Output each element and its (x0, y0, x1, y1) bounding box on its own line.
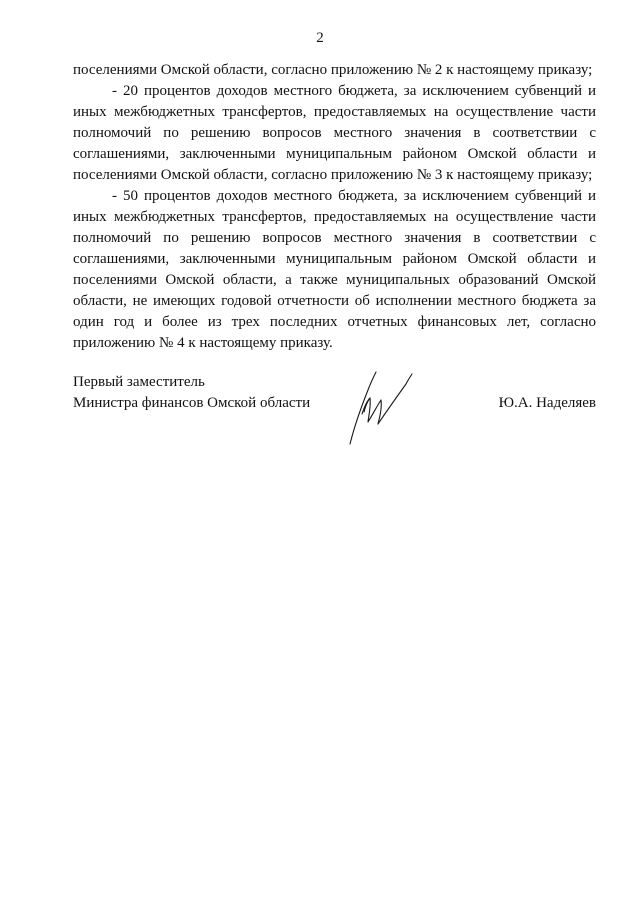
document-body (73, 60, 596, 354)
signatory-position-line-2: Министра финансов Омской области (73, 395, 311, 411)
paragraph-2: - 20 процентов доходов местного бюджета, за исключением субвенций и иных межбюджетных трансфертов, предоставляемых на осуществление части полномочий по решению вопросов местного значения в соответствии с соглашениями, заключенными муниципальным районом Омской области и поселениями Омской области, согласно приложению № 3 к настоящему приказу; (73, 83, 596, 183)
paragraph-1: поселениями Омской области, согласно приложению № 2 к настоящему приказу; (73, 62, 593, 78)
handwritten-signature (340, 368, 420, 446)
signatory-position-line-1: Первый заместитель (73, 374, 205, 390)
signatory-position (73, 372, 310, 414)
paragraph-3: - 50 процентов доходов местного бюджета, за исключением субвенций и иных межбюджетных трансфертов, предоставляемых на осуществление части полномочий по решению вопросов местного значения в соответствии с соглашениями, заключенными муниципальным районом Омской области и поселениями Омской области, а также муниципальных образований Омской области, не имеющих годовой отчетности об исполнении местного бюджета за один год и более из трех последних отчетных финансовых лет, согласно приложению № 4 к настоящему приказу. (73, 188, 596, 351)
signatory-name: Ю.А. Наделяев (498, 395, 596, 411)
page-number: 2 (316, 30, 324, 46)
